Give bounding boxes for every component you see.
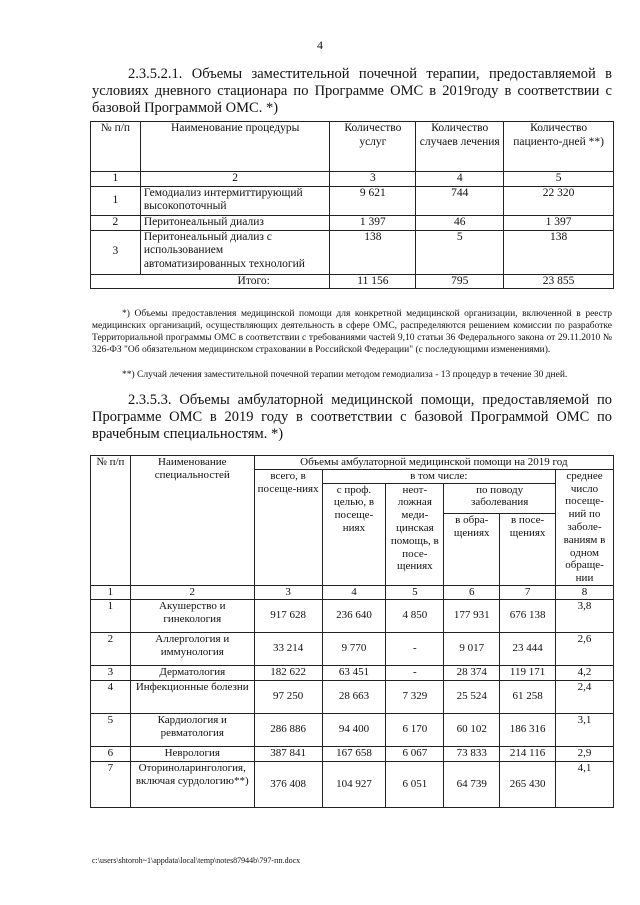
table-header-row: [91, 122, 614, 172]
table-row: [91, 632, 614, 665]
col-number: 4: [416, 172, 504, 187]
disease-appeals: 25 524: [444, 680, 500, 713]
header-cell: Количество случаев лечения: [416, 122, 504, 172]
header-appeals: в обра-щениях: [444, 513, 500, 585]
col-number: 1: [91, 585, 131, 599]
avg-visits: 4,1: [556, 761, 614, 807]
total-visits: 917 628: [254, 599, 322, 632]
header-cell: Количество услуг: [330, 122, 416, 172]
cases-count: 744: [416, 186, 504, 215]
table-row: [91, 215, 614, 230]
urgent-visits: -: [386, 665, 444, 680]
avg-visits: 3,1: [556, 713, 614, 746]
row-number: 2: [91, 215, 141, 230]
total-cases: 795: [416, 274, 504, 289]
avg-visits: 3,8: [556, 599, 614, 632]
patient-days: 22 320: [504, 186, 614, 215]
procedure-name: Перитонеальный диализ: [140, 215, 330, 230]
header-cell: № п/п: [91, 122, 141, 172]
column-number-row: [91, 172, 614, 187]
row-number: 6: [91, 746, 131, 761]
col-number: 5: [504, 172, 614, 187]
row-number: 7: [91, 761, 131, 807]
dialysis-table: [90, 121, 614, 289]
header-avg: среднее число посеще-ний по заболе-ваниям в одном обраще-нии: [556, 469, 614, 585]
urgent-visits: 6 170: [386, 713, 444, 746]
disease-appeals: 60 102: [444, 713, 500, 746]
total-visits: 182 622: [254, 665, 322, 680]
procedure-name: Гемодиализ интермиттирующий высокопоточный: [140, 186, 330, 215]
row-number: 1: [91, 599, 131, 632]
col-number: 7: [500, 585, 556, 599]
disease-visits: 61 258: [500, 680, 556, 713]
prof-visits: 94 400: [322, 713, 386, 746]
row-number: 5: [91, 713, 131, 746]
col-number: 5: [386, 585, 444, 599]
specialty-name: Акушерство и гинекология: [130, 599, 254, 632]
disease-visits: 119 171: [500, 665, 556, 680]
table-row: [91, 186, 614, 215]
specialty-name: Аллергология и иммунология: [130, 632, 254, 665]
total-visits: 286 886: [254, 713, 322, 746]
header-disease: по поводу заболевания: [444, 483, 556, 513]
disease-appeals: 177 931: [444, 599, 500, 632]
row-number: 3: [91, 230, 141, 274]
prof-visits: 9 770: [322, 632, 386, 665]
prof-visits: 236 640: [322, 599, 386, 632]
specialty-name: Неврология: [130, 746, 254, 761]
avg-visits: 2,4: [556, 680, 614, 713]
disease-appeals: 73 833: [444, 746, 500, 761]
total-services: 11 156: [330, 274, 416, 289]
urgent-visits: 4 850: [386, 599, 444, 632]
col-number: 6: [444, 585, 500, 599]
table-row: [91, 599, 614, 632]
footnote-2: **) Случай лечения заместительной почечной терапии методом гемодиализа - 13 процедур в течение 30 дней.: [122, 370, 568, 380]
total-visits: 376 408: [254, 761, 322, 807]
col-number: 2: [140, 172, 330, 187]
specialty-name: Дерматология: [130, 665, 254, 680]
disease-visits: 214 116: [500, 746, 556, 761]
section-heading-outpatient: 2.3.5.3. Объемы амбулаторной медицинской помощи, предоставляемой по Программе ОМС в 2019 году в соответствии с базовой Программой ОМС по врачебным специальностям. *): [92, 392, 612, 442]
table-row: [91, 665, 614, 680]
column-number-row: [91, 585, 614, 599]
disease-visits: 23 444: [500, 632, 556, 665]
table-row: [91, 761, 614, 807]
specialty-name: Кардиология и ревматология: [130, 713, 254, 746]
section-heading-dialysis: 2.3.5.2.1. Объемы заместительной почечной терапии, предоставляемой в условиях дневного стационара по Программе ОМС в 2019году в соответствии с базовой Программой ОМС. *): [92, 66, 612, 116]
prof-visits: 63 451: [322, 665, 386, 680]
col-number: 2: [130, 585, 254, 599]
total-row: [91, 274, 614, 289]
footnote-1: *) Объемы предоставления медицинской помощи для конкретной медицинской организации, включенной в реестр медицинских организаций, осуществляющих деятельность в сфере ОМС, распределяются решением комиссии по разработке Территориальной программы ОМС в соответствии с требованиями частей 9,10 статьи 36 Федерального закона от 29.11.2010 № 326-ФЗ "Об обязательном медицинском страховании в Российской Федерации" (с последующими изменениями).: [92, 309, 612, 355]
table-row: [91, 746, 614, 761]
urgent-visits: 7 329: [386, 680, 444, 713]
header-cell: Количество пациенто-дней **): [504, 122, 614, 172]
avg-visits: 2,9: [556, 746, 614, 761]
col-number: 3: [254, 585, 322, 599]
header-total: всего, в посеще-ниях: [254, 469, 322, 585]
header-cell: Наименование процедуры: [140, 122, 330, 172]
outpatient-table: [90, 455, 614, 808]
disease-visits: 186 316: [500, 713, 556, 746]
cases-count: 5: [416, 230, 504, 274]
services-count: 1 397: [330, 215, 416, 230]
header-including: в том числе:: [322, 469, 555, 483]
disease-appeals: 28 374: [444, 665, 500, 680]
total-visits: 33 214: [254, 632, 322, 665]
disease-visits: 676 138: [500, 599, 556, 632]
urgent-visits: 6 051: [386, 761, 444, 807]
row-number: 3: [91, 665, 131, 680]
urgent-visits: -: [386, 632, 444, 665]
services-count: 138: [330, 230, 416, 274]
col-number: 1: [91, 172, 141, 187]
header-num: № п/п: [91, 456, 131, 586]
page-number: 4: [317, 38, 323, 52]
patient-days: 1 397: [504, 215, 614, 230]
prof-visits: 167 658: [322, 746, 386, 761]
col-number: 8: [556, 585, 614, 599]
specialty-name: Оториноларингология, включая сурдологию**): [130, 761, 254, 807]
header-group: Объемы амбулаторной медицинской помощи на 2019 год: [254, 456, 613, 470]
specialty-name: Инфекционные болезни: [130, 680, 254, 713]
total-visits: 387 841: [254, 746, 322, 761]
total-visits: 97 250: [254, 680, 322, 713]
col-number: 4: [322, 585, 386, 599]
urgent-visits: 6 067: [386, 746, 444, 761]
prof-visits: 104 927: [322, 761, 386, 807]
table-header-row: [91, 456, 614, 470]
col-number: 3: [330, 172, 416, 187]
services-count: 9 621: [330, 186, 416, 215]
row-number: 4: [91, 680, 131, 713]
header-name: Наименование специальностей: [130, 456, 254, 586]
total-label: Итого:: [91, 274, 330, 289]
procedure-name: Перитонеальный диализ с использованием автоматизированных технологий: [140, 230, 330, 274]
header-urgent: неот-ложная меди-цинская помощь, в посе-щениях: [386, 483, 444, 585]
disease-appeals: 64 739: [444, 761, 500, 807]
patient-days: 138: [504, 230, 614, 274]
disease-visits: 265 430: [500, 761, 556, 807]
cases-count: 46: [416, 215, 504, 230]
avg-visits: 2,6: [556, 632, 614, 665]
header-prof: с проф. целью, в посеще-ниях: [322, 483, 386, 585]
total-days: 23 855: [504, 274, 614, 289]
table-row: [91, 230, 614, 274]
table-row: [91, 680, 614, 713]
prof-visits: 28 663: [322, 680, 386, 713]
row-number: 1: [91, 186, 141, 215]
header-visits: в посе-щениях: [500, 513, 556, 585]
footer-file-path: c:\users\shtoroh~1\appdata\local\temp\notes87944b\797-пп.docx: [92, 856, 301, 865]
avg-visits: 4,2: [556, 665, 614, 680]
disease-appeals: 9 017: [444, 632, 500, 665]
row-number: 2: [91, 632, 131, 665]
table-row: [91, 713, 614, 746]
